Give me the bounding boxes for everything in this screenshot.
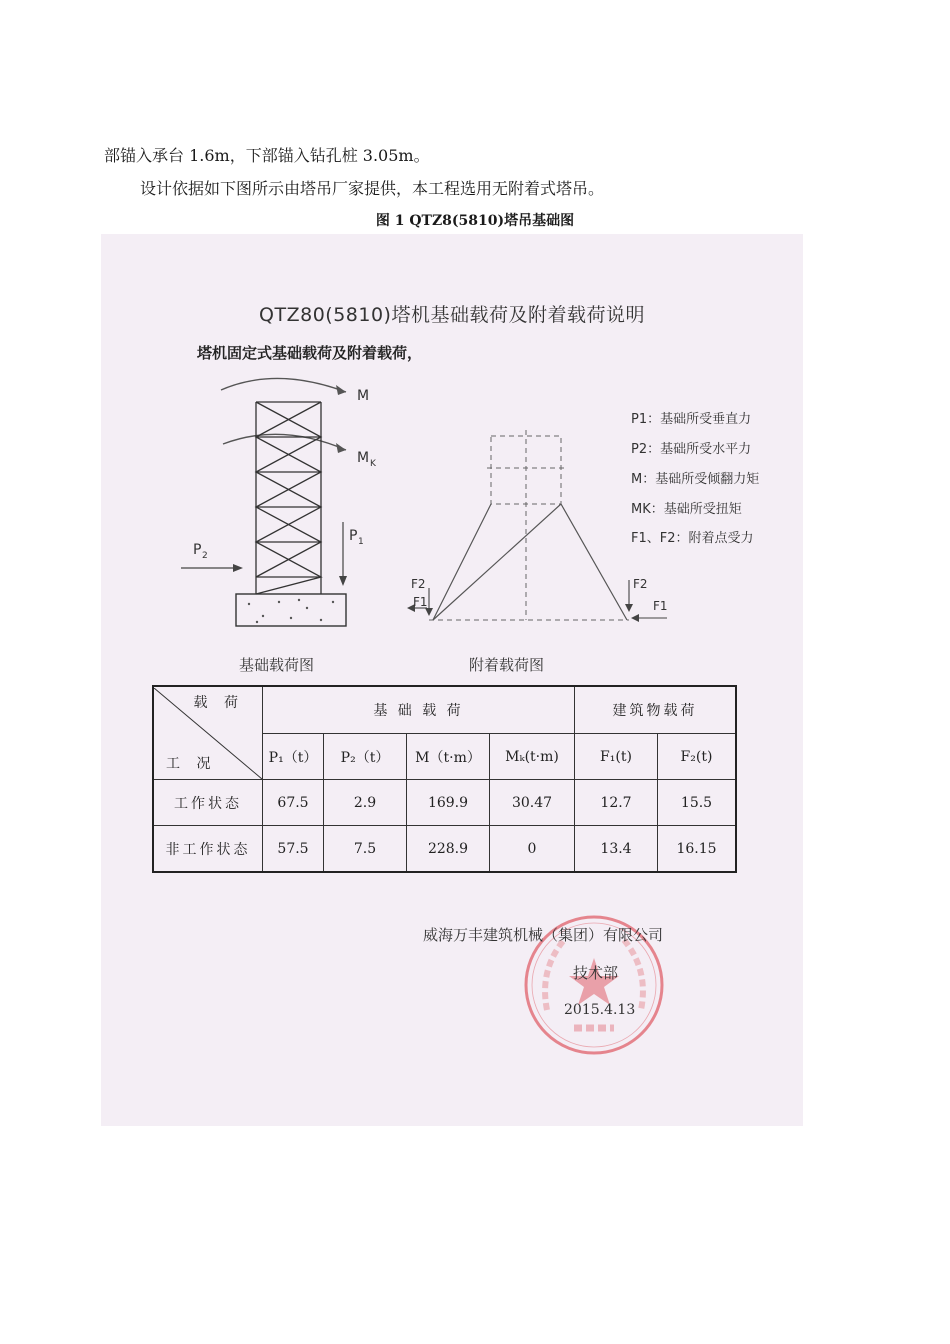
scan-subtitle: 塔机固定式基础载荷及附着载荷，	[197, 344, 423, 362]
group-foundation-header: 基 础 载 荷	[263, 686, 575, 734]
f2-label-right: F2	[633, 577, 648, 591]
table-cell: 15.5	[658, 780, 737, 826]
legend-item-mk: MK：基础所受扭矩	[631, 502, 742, 517]
foundation-diagram-caption: 基础载荷图	[239, 656, 315, 674]
table-cell: 228.9	[407, 826, 490, 873]
col-header-p1: P₁（t）	[263, 734, 324, 780]
col-header-mk: Mₖ(t·m)	[490, 734, 575, 780]
col-header-m: M（t·m）	[407, 734, 490, 780]
table-cell: 0	[490, 826, 575, 873]
paragraph-design-basis: 设计依据如下图所示由塔吊厂家提供，本工程选用无附着式塔吊。	[140, 179, 605, 198]
f1-label-right: F1	[653, 599, 668, 613]
legend-item-m: M：基础所受倾翻力矩	[631, 472, 760, 487]
table-cell: 67.5	[263, 780, 324, 826]
moment-label: M	[357, 388, 370, 404]
p2-label-subscript: 2	[202, 551, 208, 561]
col-header-p2: P₂（t）	[324, 734, 407, 780]
p1-label: P	[349, 528, 358, 544]
corner-top-label: 载 荷	[193, 694, 244, 711]
p2-label: P	[193, 542, 202, 558]
table-cell: 30.47	[490, 780, 575, 826]
table-row	[153, 780, 736, 826]
f1-label-left: F1	[413, 595, 428, 609]
table-cell: 12.7	[575, 780, 658, 826]
department-name: 技术部	[573, 964, 619, 982]
table-cell: 13.4	[575, 826, 658, 873]
legend-item-f: F1、F2：附着点受力	[631, 531, 754, 546]
table-corner-cell	[153, 686, 263, 780]
table-cell: 57.5	[263, 826, 324, 873]
col-header-f2: F₂(t)	[658, 734, 737, 780]
table-cell: 169.9	[407, 780, 490, 826]
table-cell: 7.5	[324, 826, 407, 873]
torque-label-subscript: K	[370, 459, 376, 469]
f2-label-left: F2	[411, 577, 426, 591]
scanned-document	[101, 234, 803, 1126]
document-date: 2015.4.13	[564, 1002, 636, 1018]
table-row	[153, 826, 736, 873]
legend-item-p2: P2：基础所受水平力	[631, 442, 752, 457]
col-header-f1: F₁(t)	[575, 734, 658, 780]
group-building-header: 建筑物载荷	[575, 686, 737, 734]
row-label-working: 工作状态	[153, 780, 263, 826]
foundation-load-diagram	[161, 372, 421, 632]
attachment-diagram-caption: 附着载荷图	[469, 656, 545, 674]
company-name: 威海万丰建筑机械（集团）有限公司	[423, 926, 664, 944]
corner-bottom-label: 工 况	[166, 755, 217, 772]
table-cell: 2.9	[324, 780, 407, 826]
row-label-non-working: 非工作状态	[153, 826, 263, 873]
legend-item-p1: P1：基础所受垂直力	[631, 412, 752, 427]
paragraph-anchoring: 部锚入承台 1.6m，下部锚入钻孔桩 3.05m。	[104, 146, 430, 165]
p1-label-subscript: 1	[358, 537, 364, 547]
table-cell: 16.15	[658, 826, 737, 873]
torque-label: M	[357, 450, 370, 466]
figure-caption: 图 1 QTZ8(5810)塔吊基础图	[375, 213, 575, 229]
load-table	[152, 685, 737, 873]
scan-title: QTZ80(5810)塔机基础载荷及附着载荷说明	[259, 304, 645, 326]
